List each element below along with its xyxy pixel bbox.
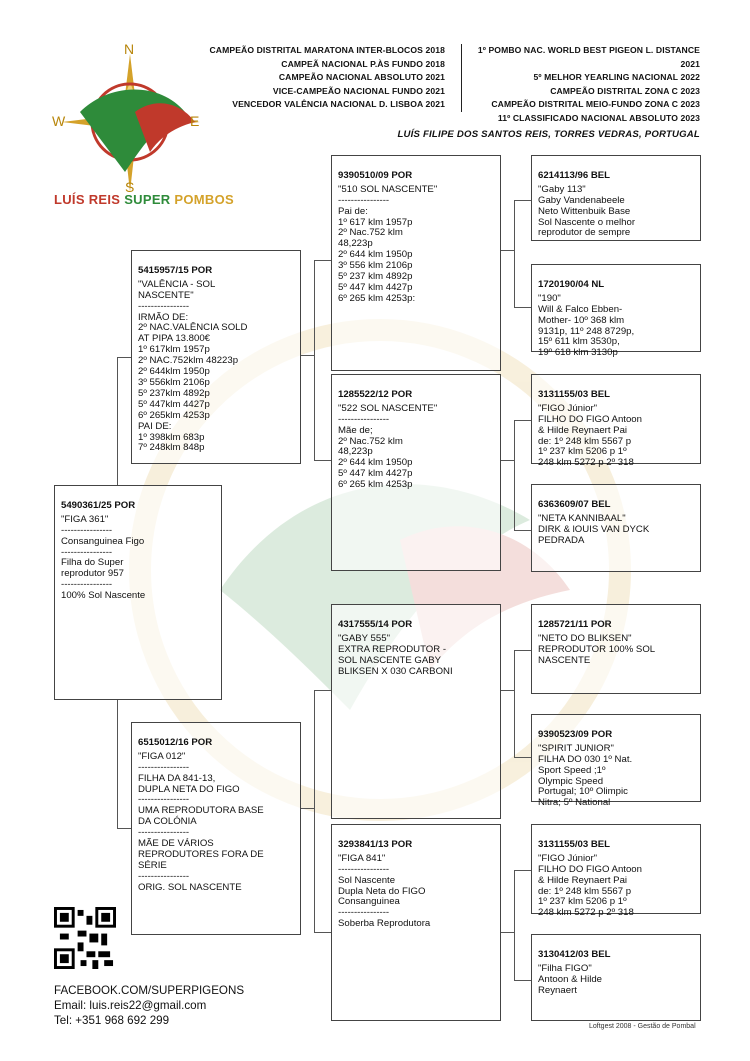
connector: [514, 420, 515, 530]
pigeon-notes: "FIGA 361" ---------------- Consanguinea Figo ---------------- Filha do Super reprodutor 957 ---------------- 100% Sol Nascente: [61, 513, 146, 602]
titles-right: [472, 44, 700, 125]
connector: [117, 828, 131, 829]
connector: [514, 650, 515, 757]
ring-number: 4317555/14 POR: [338, 618, 413, 630]
qr-code[interactable]: [54, 907, 116, 969]
ring-number: 3131155/03 BEL: [538, 838, 611, 850]
pigeon-notes: "190" Will & Falco Ebben- Mother- 10º 368 klm 9131p, 11º 248 8729p, 15º 611 klm 3530p, 19º 618 klm 3130p: [538, 292, 635, 359]
connector: [514, 200, 531, 201]
title-right-line: 1º POMBO NAC. WORLD BEST PIGEON L. DISTANCE 2021: [477, 45, 700, 69]
ring-number: 3293841/13 POR: [338, 838, 413, 850]
title-left-line: VENCEDOR VALÊNCIA NACIONAL D. LISBOA 2021: [232, 99, 445, 109]
connector: [500, 932, 515, 933]
title-left-line: VICE-CAMPEÃO NACIONAL FUNDO 2021: [272, 85, 445, 96]
connector: [514, 870, 515, 980]
ring-number: 1720190/04 NL: [538, 278, 605, 290]
pedigree-box-dss: [531, 604, 701, 694]
connector: [314, 260, 331, 261]
connector: [514, 980, 531, 981]
pigeon-notes: "SPIRIT JUNIOR" FILHA DO 030 1º Nat. Sport Speed ;1º Olympic Speed Portugal; 10º Olimpic Nitra; 5º National: [538, 742, 633, 809]
footer-credit: Loftgest 2008 - Gestão de Pombal: [589, 1023, 696, 1030]
brand-name: [54, 192, 234, 207]
connector: [117, 357, 131, 358]
ring-number: 9390510/09 POR: [338, 169, 413, 181]
pigeon-notes: "FIGO Júnior" FILHO DO FIGO Antoon & Hilde Reynaert Pai de: 1º 248 klm 5567 p 1º 237 klm 5206 p 1º 248 klm 5272 p 2º 318: [538, 852, 642, 919]
ring-number: 6214113/96 BEL: [538, 169, 611, 181]
pedigree-box-sds: [531, 374, 701, 469]
pedigree-box-ddd: [531, 934, 701, 1021]
pedigree-box-sdd: [531, 484, 701, 572]
connector: [514, 870, 531, 871]
pigeon-notes: "FIGA 012" ---------------- FILHA DA 841-13, DUPLA NETA DO FIGO ---------------- UMA REPRODUTORA BASE DA COLÓNIA ---------------- MÃE DE VÁRIOS REPRODUTORES FORA DE SÉRIE ---------------- ORIG. SOL NASCENTE: [138, 750, 264, 893]
titles-left: [200, 44, 445, 112]
connector: [514, 650, 531, 651]
connector: [514, 420, 531, 421]
pedigree-box-dam-sire: [331, 604, 501, 819]
ring-number: 6363609/07 BEL: [538, 498, 611, 510]
brand-name-part3: POMBOS: [174, 192, 234, 207]
connector: [300, 355, 315, 356]
connector: [514, 200, 515, 307]
connector: [514, 757, 531, 758]
compass-s-label: S: [125, 179, 135, 195]
ring-number: 6515012/16 POR: [138, 736, 213, 748]
pigeon-notes: "GABY 555" EXTRA REPRODUTOR - SOL NASCENTE GABY BLIKSEN X 030 CARBONI: [338, 632, 453, 677]
pigeon-notes: "Filha FIGO" Antoon & Hilde Reynaert: [538, 962, 602, 996]
compass-e-label: E: [190, 113, 200, 129]
phone-number[interactable]: Tel: +351 968 692 299: [54, 1014, 170, 1028]
compass-dove-logo: [50, 42, 210, 212]
ring-number: 1285522/12 POR: [338, 388, 413, 400]
pedigree-box-dam: [131, 722, 301, 935]
compass-n-label: N: [124, 41, 135, 57]
connector: [514, 307, 531, 308]
email-link[interactable]: Email: luis.reis22@gmail.com: [54, 999, 207, 1013]
pigeon-notes: "NETO DO BLIKSEN" REPRODUTOR 100% SOL NASCENTE: [538, 632, 656, 666]
connector: [314, 460, 331, 461]
pigeon-notes: "510 SOL NASCENTE" ---------------- Pai de: 1º 617 klm 1957p 2º Nac.752 klm 48,223p 2º 644 klm 1950p 3º 556 klm 2106p 5º 237 klm 4892p 5º 447 klm 4427p 6º 265 klm 4253p:: [338, 183, 438, 304]
pigeon-notes: "VALÊNCIA - SOL NASCENTE" ---------------- IRMÃO DE: 2º NAC.VALÊNCIA SOLD AT PIPA 13.800€ 1º 617klm 1957p 2º NAC.752klm 48223p 2º 644klm 1950p 3º 556klm 2106p 5º 237klm 4892p 5º 447klm 4427p 6º 265klm 4253p PAI DE: 1º 398klm 683p 7º 248klm 848p: [138, 278, 248, 454]
ring-number: 1285721/11 POR: [538, 618, 612, 630]
title-right-line: CAMPEÃO DISTRITAL MEIO-FUNDO ZONA C 2023: [491, 99, 700, 109]
connector: [117, 700, 118, 828]
pedigree-box-dsd: [531, 714, 701, 809]
ring-number: 9390523/09 POR: [538, 728, 613, 740]
connector: [117, 357, 118, 485]
title-left-line: CAMPEÃO NACIONAL ABSOLUTO 2021: [278, 72, 445, 82]
pedigree-box-dds: [531, 824, 701, 919]
ring-number: 3130412/03 BEL: [538, 948, 611, 960]
title-left-line: CAMPEÃ NACIONAL P.ÀS FUNDO 2018: [281, 58, 445, 69]
ring-number: 3131155/03 BEL: [538, 388, 611, 400]
pedigree-box-ssd: [531, 264, 701, 359]
connector: [500, 250, 515, 251]
pigeon-notes: "NETA KANNIBAAL" DIRK & lOUIS VAN DYCK PEDRADA: [538, 512, 650, 546]
title-right-line: 5º MELHOR YEARLING NACIONAL 2022: [533, 72, 700, 82]
brand-name-part2: SUPER: [124, 192, 175, 207]
contact-info: [54, 983, 244, 1029]
connector: [314, 690, 331, 691]
ring-number: 5415957/15 POR: [138, 264, 213, 276]
pedigree-box-sire-sire: [331, 155, 501, 371]
pedigree-box-subject: [54, 485, 222, 700]
pigeon-notes: "522 SOL NASCENTE" ---------------- Mãe de; 2º Nac.752 klm 48,223p 2º 644 klm 1950p 5º 447 klm 4427p 6º 265 klm 4253p: [338, 402, 438, 491]
pedigree-box-sss: [531, 155, 701, 241]
brand-name-part1: LUÍS REIS: [54, 192, 125, 207]
pedigree-box-dam-dam: [331, 824, 501, 1021]
title-left-line: CAMPEÃO DISTRITAL MARATONA INTER-BLOCOS 2018: [209, 45, 445, 55]
connector: [314, 932, 331, 933]
connector: [500, 460, 515, 461]
pigeon-notes: "FIGA 841" ---------------- Sol Nascente Dupla Neta do FIGO Consanguinea ---------------- Soberba Reprodutora: [338, 852, 431, 930]
pigeon-notes: "Gaby 113" Gaby Vandenabeele Neto Wittenbuik Base Sol Nascente o melhor reprodutor de sempre: [538, 183, 636, 239]
connector: [500, 690, 515, 691]
pigeon-notes: "FIGO Júnior" FILHO DO FIGO Antoon & Hilde Reynaert Pai de: 1º 248 klm 5567 p 1º 237 klm 5206 p 1º 248 klm 5272 p 2º 318: [538, 402, 642, 469]
title-right-line: CAMPEÃO DISTRITAL ZONA C 2023: [550, 85, 700, 96]
connector: [314, 690, 315, 932]
ring-number: 5490361/25 POR: [61, 499, 136, 511]
pedigree-box-sire: [131, 250, 301, 464]
connector: [300, 808, 315, 809]
connector: [314, 260, 315, 460]
pedigree-box-sire-dam: [331, 374, 501, 571]
connector: [514, 530, 531, 531]
header-divider: [461, 44, 462, 112]
facebook-link[interactable]: FACEBOOK.COM/SUPERPIGEONS: [54, 984, 245, 997]
title-right-line: 11º CLASSIFICADO NACIONAL ABSOLUTO 2023: [497, 112, 700, 123]
owner-name: LUÍS FILIPE DOS SANTOS REIS, TORRES VEDRAS, PORTUGAL: [397, 129, 700, 140]
compass-w-label: W: [52, 113, 66, 129]
